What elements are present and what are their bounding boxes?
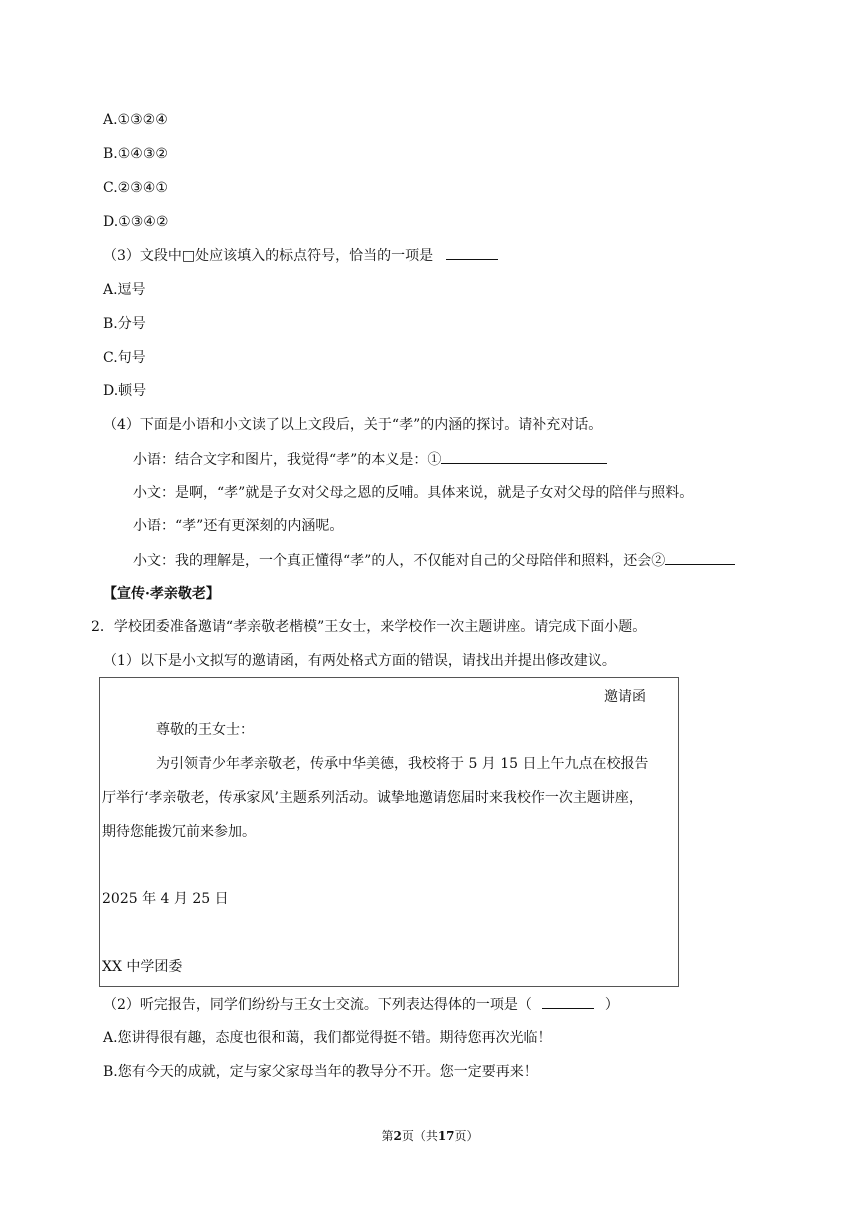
closing-paren: ）: [604, 997, 619, 1013]
question-2-stem: 2．学校团委准备邀请“孝亲敬老楷模”王女士，来学校作一次主题讲座。请完成下面小题。: [91, 619, 647, 635]
letter-date: 2025 年 4 月 25 日: [102, 891, 229, 907]
sub2-option-b: B.您有今天的成就，定与家父家母当年的教导分不开。您一定要再来！: [103, 1064, 538, 1080]
q3-option-d: D.顿号: [103, 383, 147, 399]
answer-blank[interactable]: [446, 245, 498, 260]
question-2-sub2: [103, 994, 619, 1015]
question-4-stem: （4）下面是小语和小文读了以上文段后，关于“孝”的内涵的探讨。请补充对话。: [103, 417, 603, 433]
page-total: 17: [437, 1129, 455, 1143]
dialogue-line-1: [133, 449, 607, 470]
letter-title: 邀请函: [604, 689, 646, 705]
letter-signature: XX 中学团委: [102, 959, 183, 975]
page-number: 2: [393, 1129, 402, 1143]
footer-pre: 第: [381, 1129, 394, 1143]
option-c: C.②③④①: [103, 180, 168, 196]
answer-blank-1[interactable]: [441, 449, 607, 464]
question-3-stem: [103, 245, 498, 266]
q3-option-b: B.分号: [103, 316, 146, 332]
section-title: 【宣传·孝亲敬老】: [103, 586, 220, 602]
letter-body-line-2: 厅举行‘孝亲敬老，传承家风’主题系列活动。诚挚地邀请您届时来我校作一次主题讲座，: [102, 790, 643, 806]
question-2-sub2-text: （2）听完报告，同学们纷纷与王女士交流。下列表达得体的一项是（: [103, 997, 532, 1013]
page-footer: [0, 1127, 860, 1144]
question-2-sub1: （1）以下是小文拟写的邀请函，有两处格式方面的错误，请找出并提出修改建议。: [103, 653, 616, 669]
dialogue-text-1: 小语：结合文字和图片，我觉得“孝”的本义是：①: [133, 452, 442, 468]
q3-option-a: A.逗号: [103, 282, 146, 298]
answer-blank-2[interactable]: [665, 550, 735, 565]
option-b: B.①④③②: [103, 146, 168, 162]
letter-body-line-1: 为引领青少年孝亲敬老，传承中华美德，我校将于 5 月 15 日上午九点在校报告: [156, 756, 649, 772]
dialogue-line-3: 小语：“孝”还有更深刻的内涵呢。: [133, 518, 344, 534]
footer-mid: 页（共: [401, 1129, 438, 1143]
answer-blank-3[interactable]: [542, 994, 594, 1009]
option-a: A.①③②④: [103, 112, 168, 128]
option-d: D.①③④②: [103, 214, 169, 230]
question-3-text: （3）文段中□处应该填入的标点符号，恰当的一项是: [103, 248, 434, 264]
letter-body-line-3: 期待您能拨冗前来参加。: [102, 824, 256, 840]
sub2-option-a: A.您讲得很有趣，态度也很和蔼，我们都觉得挺不错。期待您再次光临！: [103, 1030, 552, 1046]
footer-post: 页）: [454, 1129, 479, 1143]
letter-salutation: 尊敬的王女士：: [156, 722, 254, 738]
q3-option-c: C.句号: [103, 350, 146, 366]
dialogue-line-2: 小文：是啊，“孝”就是子女对父母之恩的反哺。具体来说，就是子女对父母的陪伴与照料。: [133, 485, 694, 501]
dialogue-text-4: 小文：我的理解是，一个真正懂得“孝”的人，不仅能对自己的父母陪伴和照料，还会②: [133, 553, 666, 569]
dialogue-line-4: [133, 550, 735, 571]
